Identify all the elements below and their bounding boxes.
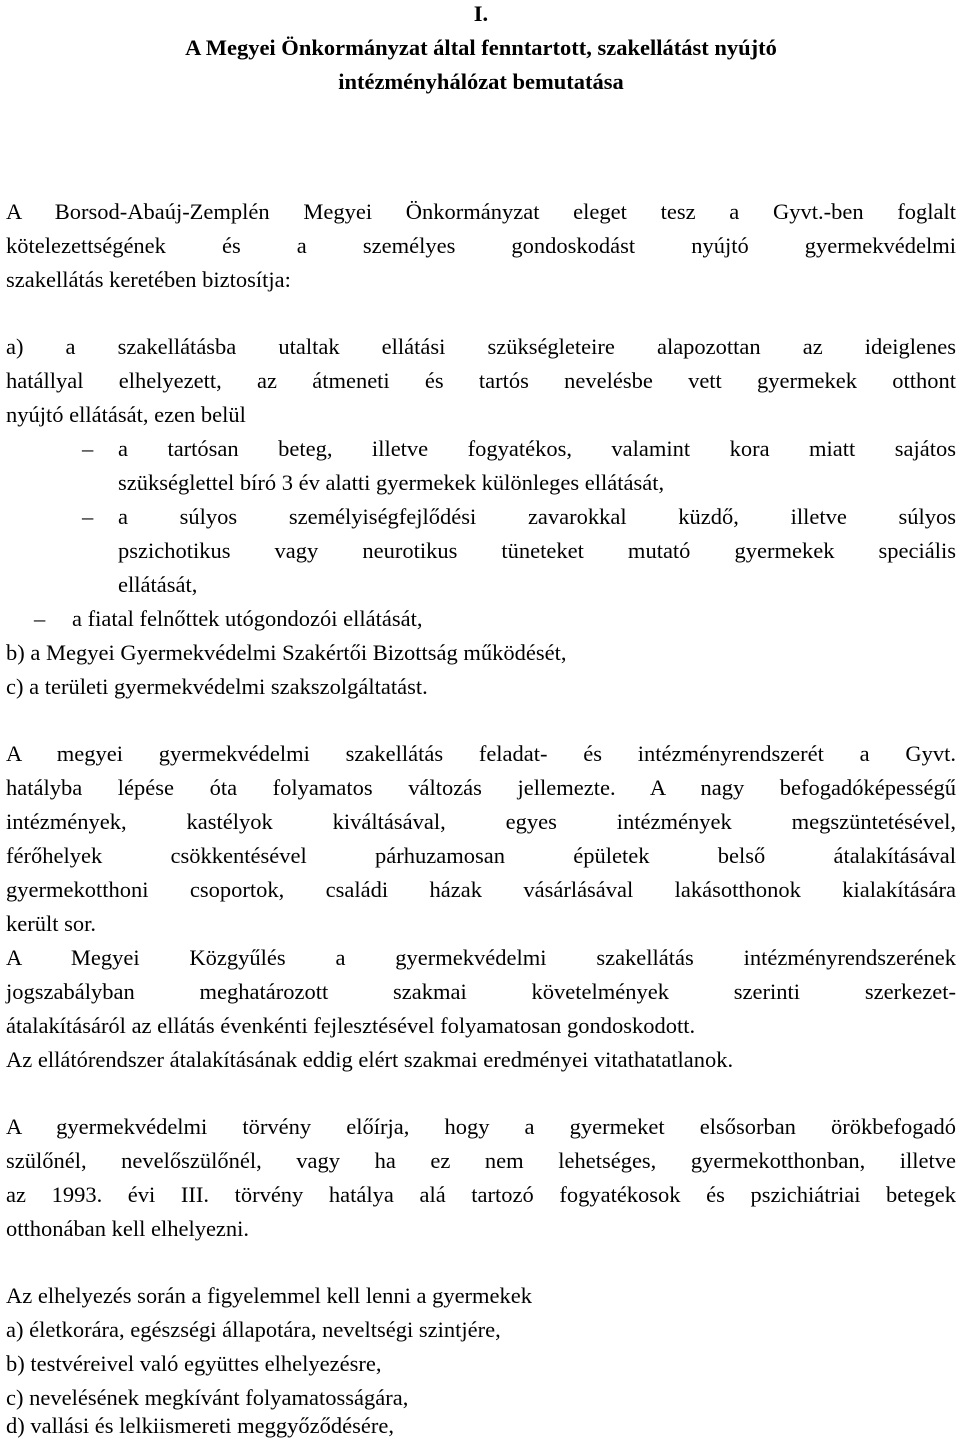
item-c: c) a területi gyermekvédelmi szakszolgáltatást. (6, 674, 428, 699)
para3-line-4: Az ellátórendszer átalakításának eddig elért szakmai eredményei vitathatatlanok. (6, 1047, 734, 1072)
sub-item-2-line-2: pszichotikus vagy neurotikus tüneteket mutató gyermekek speciális (118, 538, 956, 563)
sub-item-1-dash: – (82, 436, 94, 461)
para4-line-2: szülőnél, nevelőszülőnél, vagy ha ez nem lehetséges, gyermekotthonban, illetve (6, 1148, 956, 1173)
item-a-line-2: hatállyal elhelyezett, az átmeneti és tartós nevelésbe vett gyermekek otthont (6, 368, 956, 393)
para3-line-1: A Megyei Közgyűlés a gyermekvédelmi szakellátás intézményrendszerének (6, 945, 956, 970)
intro-line-3: szakellátás keretében biztosítja: (6, 267, 291, 292)
para5-item-a: a) életkorára, egészségi állapotára, neveltségi szintjére, (6, 1317, 501, 1342)
item-a-line-3: nyújtó ellátását, ezen belül (6, 402, 246, 427)
para5-item-c: c) nevelésének megkívánt folyamatosságára, (6, 1385, 409, 1410)
para5-item-d: d) vallási és lelkiismereti meggyőződésére, (6, 1413, 394, 1438)
item-a-line-1: a) a szakellátásba utaltak ellátási szükségleteire alapozottan az ideiglenes (6, 334, 956, 359)
para2-line-4: férőhelyek csökkentésével párhuzamosan épületek belső átalakításával (6, 843, 956, 868)
intro-line-2: kötelezettségének és a személyes gondoskodást nyújtó gyermekvédelmi (6, 233, 956, 258)
para4-line-4: otthonában kell elhelyezni. (6, 1216, 250, 1241)
chapter-title-line-1: A Megyei Önkormányzat által fenntartott, szakellátást nyújtó (185, 35, 777, 60)
para5-item-b: b) testvéreivel való együttes elhelyezésre, (6, 1351, 382, 1376)
sub-item-3-line: a fiatal felnőttek utógondozói ellátását, (72, 606, 423, 631)
sub-item-2-line-1: a súlyos személyiségfejlődési zavarokkal küzdő, illetve súlyos (118, 504, 956, 529)
para2-line-6: került sor. (6, 911, 96, 936)
sub-item-3-dash: – (34, 606, 46, 631)
chapter-title-line-2: intézményhálózat bemutatása (338, 69, 624, 94)
para3-line-2: jogszabályban meghatározott szakmai követelmények szerinti szerkezet- (6, 979, 956, 1004)
para2-line-5: gyermekotthoni csoportok, családi házak vásárlásával lakásotthonok kialakítására (6, 877, 956, 902)
sub-item-2-dash: – (82, 504, 94, 529)
para4-line-3: az 1993. évi III. törvény hatálya alá tartozó fogyatékosok és pszichiátriai betegek (6, 1182, 956, 1207)
intro-line-1: A Borsod-Abaúj-Zemplén Megyei Önkormányzat eleget tesz a Gyvt.-ben foglalt (6, 199, 956, 224)
para4-line-1: A gyermekvédelmi törvény előírja, hogy a gyermeket elsősorban örökbefogadó (6, 1114, 956, 1139)
chapter-number: I. (473, 1, 489, 26)
sub-item-1-line-1: a tartósan beteg, illetve fogyatékos, valamint kora miatt sajátos (118, 436, 956, 461)
sub-item-1-line-2: szükséglettel bíró 3 év alatti gyermekek különleges ellátását, (118, 470, 665, 495)
sub-item-2-line-3: ellátását, (118, 572, 198, 597)
para5-intro: Az elhelyezés során a figyelemmel kell lenni a gyermekek (6, 1283, 533, 1308)
para3-line-3: átalakításáról az ellátás évenkénti fejlesztésével folyamatosan gondoskodott. (6, 1013, 696, 1038)
para2-line-1: A megyei gyermekvédelmi szakellátás feladat- és intézményrendszerét a Gyvt. (6, 741, 956, 766)
para2-line-2: hatályba lépése óta folyamatos változás jellemezte. A nagy befogadóképességű (6, 775, 956, 800)
para2-line-3: intézmények, kastélyok kiváltásával, egyes intézmények megszüntetésével, (6, 809, 956, 834)
item-b: b) a Megyei Gyermekvédelmi Szakértői Bizottság működését, (6, 640, 567, 665)
